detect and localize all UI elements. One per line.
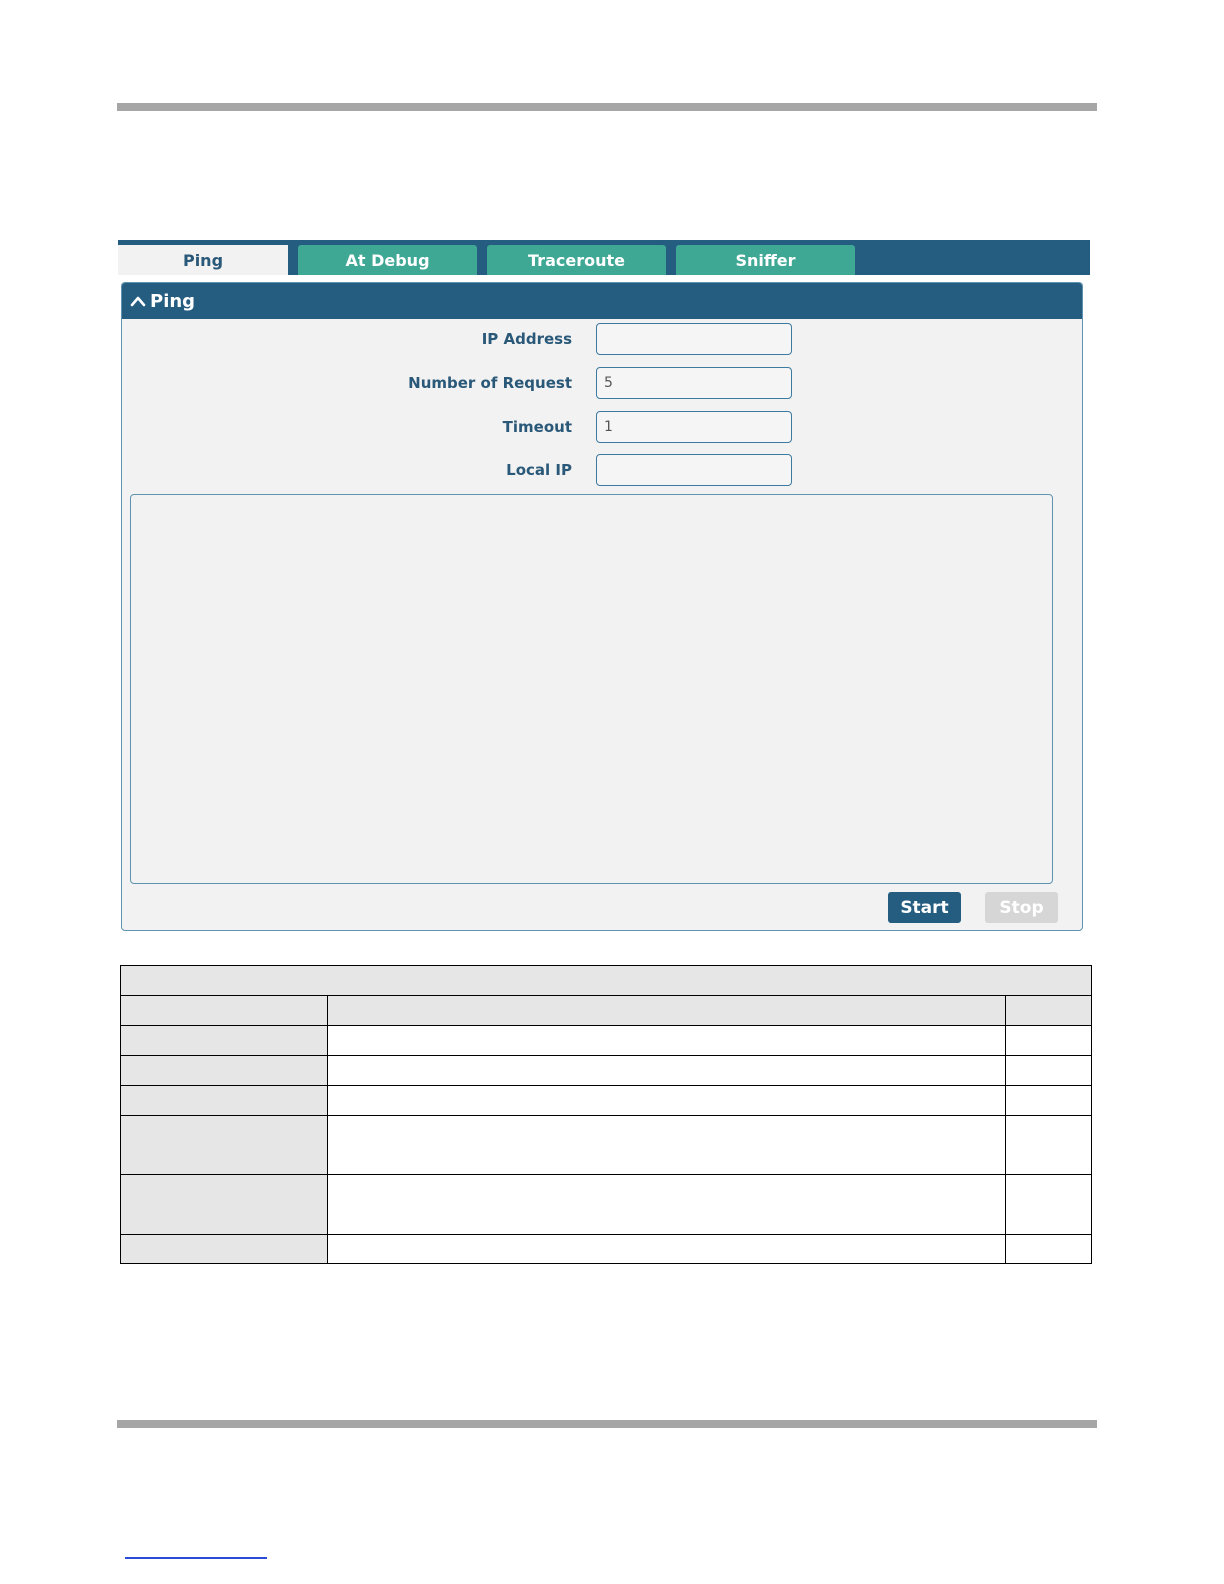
timeout-row [122,411,1082,443]
table-row [121,1026,1092,1056]
tab-at-debug[interactable]: At Debug [298,245,477,275]
table-header-cell [1006,996,1092,1026]
table-header-cell [327,996,1005,1026]
table-cell [327,1235,1005,1264]
table-cell [121,1056,328,1086]
timeout-input[interactable] [596,411,792,443]
ip-address-label: IP Address [481,330,572,348]
table-header-row [121,996,1092,1026]
tab-traceroute[interactable]: Traceroute [487,245,666,275]
ip-address-row [122,323,1082,355]
table-title-row [121,966,1092,996]
table-cell [327,1086,1005,1116]
start-button[interactable]: Start [888,892,961,923]
ping-panel-title: Ping [150,290,196,312]
table-cell [121,1026,328,1056]
number-of-request-label: Number of Request [408,374,572,392]
table-cell [121,1086,328,1116]
table-row [121,1116,1092,1175]
ping-output-textarea[interactable] [130,494,1053,884]
ip-address-input[interactable] [596,323,792,355]
local-ip-label: Local IP [506,461,572,479]
chevron-up-icon [130,293,146,309]
stop-button[interactable]: Stop [985,892,1058,923]
page-footer-rule [117,1420,1097,1428]
ping-panel-header[interactable] [122,283,1082,319]
table-cell [1006,1175,1092,1235]
table-cell [121,1175,328,1235]
table-cell [1006,1056,1092,1086]
footer-link-underline[interactable] [125,1557,267,1559]
table-title-cell [121,966,1092,996]
local-ip-input[interactable] [596,454,792,486]
page-header-rule [117,103,1097,111]
table-cell [327,1026,1005,1056]
table-row [121,1086,1092,1116]
timeout-label: Timeout [502,418,572,436]
tab-sniffer[interactable]: Sniffer [676,245,855,275]
tab-bar [118,240,1090,275]
table-cell [327,1175,1005,1235]
table-row [121,1056,1092,1086]
table-cell [121,1235,328,1264]
table-row [121,1175,1092,1235]
table-header-cell [121,996,328,1026]
table-cell [327,1116,1005,1175]
parameter-table [120,965,1092,1264]
table-cell [327,1056,1005,1086]
table-cell [1006,1086,1092,1116]
table-cell [1006,1235,1092,1264]
local-ip-row [122,454,1082,486]
number-of-request-input[interactable] [596,367,792,399]
table-row [121,1235,1092,1264]
tab-ping[interactable]: Ping [118,245,288,275]
table-cell [1006,1116,1092,1175]
ping-panel [121,282,1083,931]
table-cell [121,1116,328,1175]
number-of-request-row [122,367,1082,399]
table-cell [1006,1026,1092,1056]
